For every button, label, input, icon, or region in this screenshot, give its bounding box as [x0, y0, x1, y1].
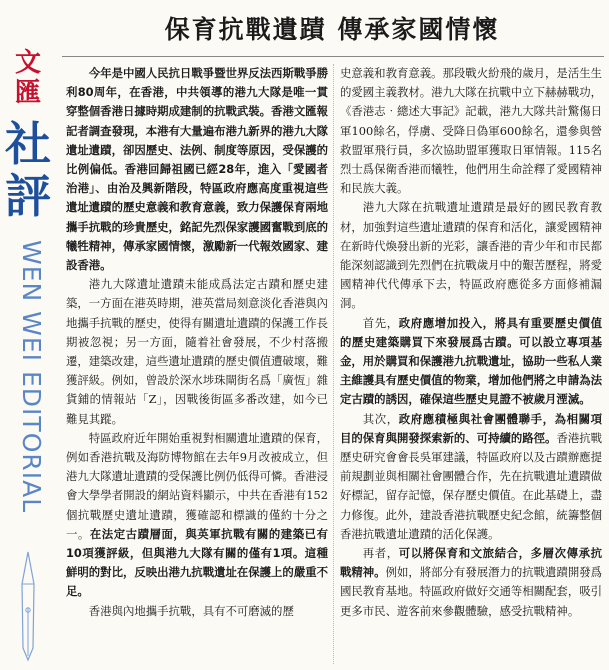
paragraph-bold-text: 政府應增加投入，將具有重要歷史價值的歷史建築購買下來發展爲古蹟。可以設立專項基金，用於購買和保護港九抗戰遺址，協助一些私人業主維護具有歷史價值的物業，增加他們將之申請為法定古蹟的誘因，確保這些歷史見證不被歲月湮滅。 — [340, 315, 602, 407]
paragraph — [340, 410, 602, 544]
paragraph: 史意義和教育意義。那段戰火紛飛的歲月，是活生生的愛國主義教材。港九大隊在抗戰中立下赫赫戰功，《香港志‧總述大事記》記載，港九大隊共計驚傷日軍100餘名，俘虜、受降日偽軍600餘名，還參與營救盟軍飛行員，多次協助盟軍獲取日軍情報。115名烈士爲保衛香港而犧牲，他們用生命詮釋了愛國精神和民族大義。 — [340, 66, 602, 196]
paragraph — [340, 544, 602, 621]
paragraph-bold-text: 可以將保育和文旅結合，多層次傳承抗戰精神。 — [340, 546, 602, 580]
paragraph-bold-text: 在法定古蹟層面，與英軍抗戰有關的建築已有10項獲評級，但與港九大隊有關的僅有1項。這種鮮明的對比，反映出港九抗戰遺址在保護上的嚴重不足。 — [66, 526, 328, 599]
logo-char-1: 文 — [14, 48, 41, 78]
paragraph-lead: 首先， — [362, 315, 399, 330]
section-label — [2, 118, 54, 222]
paragraph-text: 例如，將部分有發展潛力的抗戰遺蹟開發爲國民教育基地。特區政府做好交通等相關配套，吸引更多市民、遊客前來參觀體驗，感受抗戰精神。 — [340, 565, 602, 618]
paragraph — [340, 314, 602, 410]
logo-char-2: 匯 — [14, 78, 41, 108]
headline: 保育抗戰遺蹟 傳承家國情懷 — [164, 15, 500, 44]
vertical-title: WEN WEI EDITORIAL — [17, 240, 46, 514]
right-column — [340, 64, 602, 666]
left-column — [66, 64, 328, 666]
column-divider — [333, 64, 334, 664]
masthead — [0, 0, 56, 670]
paragraph: 香港與內地攜手抗戰，具有不可磨滅的歷 — [88, 603, 294, 618]
paragraph-lead: 再者， — [362, 546, 399, 561]
paragraph-lead: 其次， — [362, 411, 399, 426]
paragraph-bold-text: 政府應積極與社會團體聯手，為相關項目的保育與開發探索新的、可持續的路徑。 — [340, 411, 602, 445]
section-char-1: 社 — [5, 117, 51, 171]
paragraph-text: 香港抗戰歷史研究會會長吳軍建議，特區政府以及古蹟辦應提前規劃並與相關社會團體合作，先在抗戰遺址遺蹟做好標記，留存記憶，保存歷史價值。在此基礎上，盡力修復。此外，建設香港抗戰歷史紀念館，統籌整個香港抗戰遺址遺蹟的活化保護。 — [340, 430, 602, 541]
fountain-pen-icon — [14, 548, 42, 664]
headline-rule — [62, 56, 604, 57]
paragraph — [66, 429, 328, 602]
newspaper-logo — [6, 48, 50, 108]
paragraph-text: 特區政府近年開始重視對相關遺址遺蹟的保育，例如香港抗戰及海防博物館在去年9月改被成立，但港九大隊遺址遺蹟的受保護比例仍低得可憐。香港浸會大學學者開設的網站資料顯示，中共在香港有152個抗戰歷史遺址遺蹟，獲確認和標識的僅約十分之一。 — [66, 430, 328, 541]
paragraph: 港九大隊遺址遺蹟未能成爲法定古蹟和歷史建築，一方面在港英時期，港英當局刻意淡化香港與內地攜手抗戰的歷史，使得有關遺址遺蹟的保護工作長期被忽視；另一方面，隨着社會發展，不少村落搬遷，建築改建，這些遺址遺蹟的歷史價值遭破壞，難獲評級。例如，曾設於深水埗珠閘街名爲「廣恆」雜貨鋪的情報站「Z」，因戰後街區多番改建，如今已難見其蹤。 — [66, 277, 328, 426]
paragraph: 港九大隊在抗戰遺址遺蹟是最好的國民教育教材，加強對這些遺址遺蹟的保育和活化，讓愛國精神在新時代煥發出新的光彩，讓香港的青少年和市民都能深刻認識到先烈們在抗戰歲月中的艱苦歷程，將愛國精神代代傳承下去，特區政府應從多方面修補漏洞。 — [340, 200, 602, 311]
paragraph: 今年是中國人民抗日戰爭暨世界反法西斯戰爭勝利80周年，在香港，中共領導的港九大隊是唯一貫穿整個香港日據時期成建制的抗戰武裝。香港文匯報記者調查發現，本港有大量遍布港九新界的港九大隊遺址遺蹟，卻因歷史、法例、制度等原因，受保護的比例偏低。香港回歸祖國已經28年，進入「愛國者治港」、由治及興新階段，特區政府應高度重視這些遺址遺蹟的歷史意義和教育意義，致力保護保育兩地攜手抗戰的珍貴歷史，銘記先烈保家護國奮戰到底的犧牲精神，傳承家國情懷，激勵新一代報效國家、建設香港。 — [66, 66, 328, 273]
section-char-2: 評 — [5, 169, 51, 223]
